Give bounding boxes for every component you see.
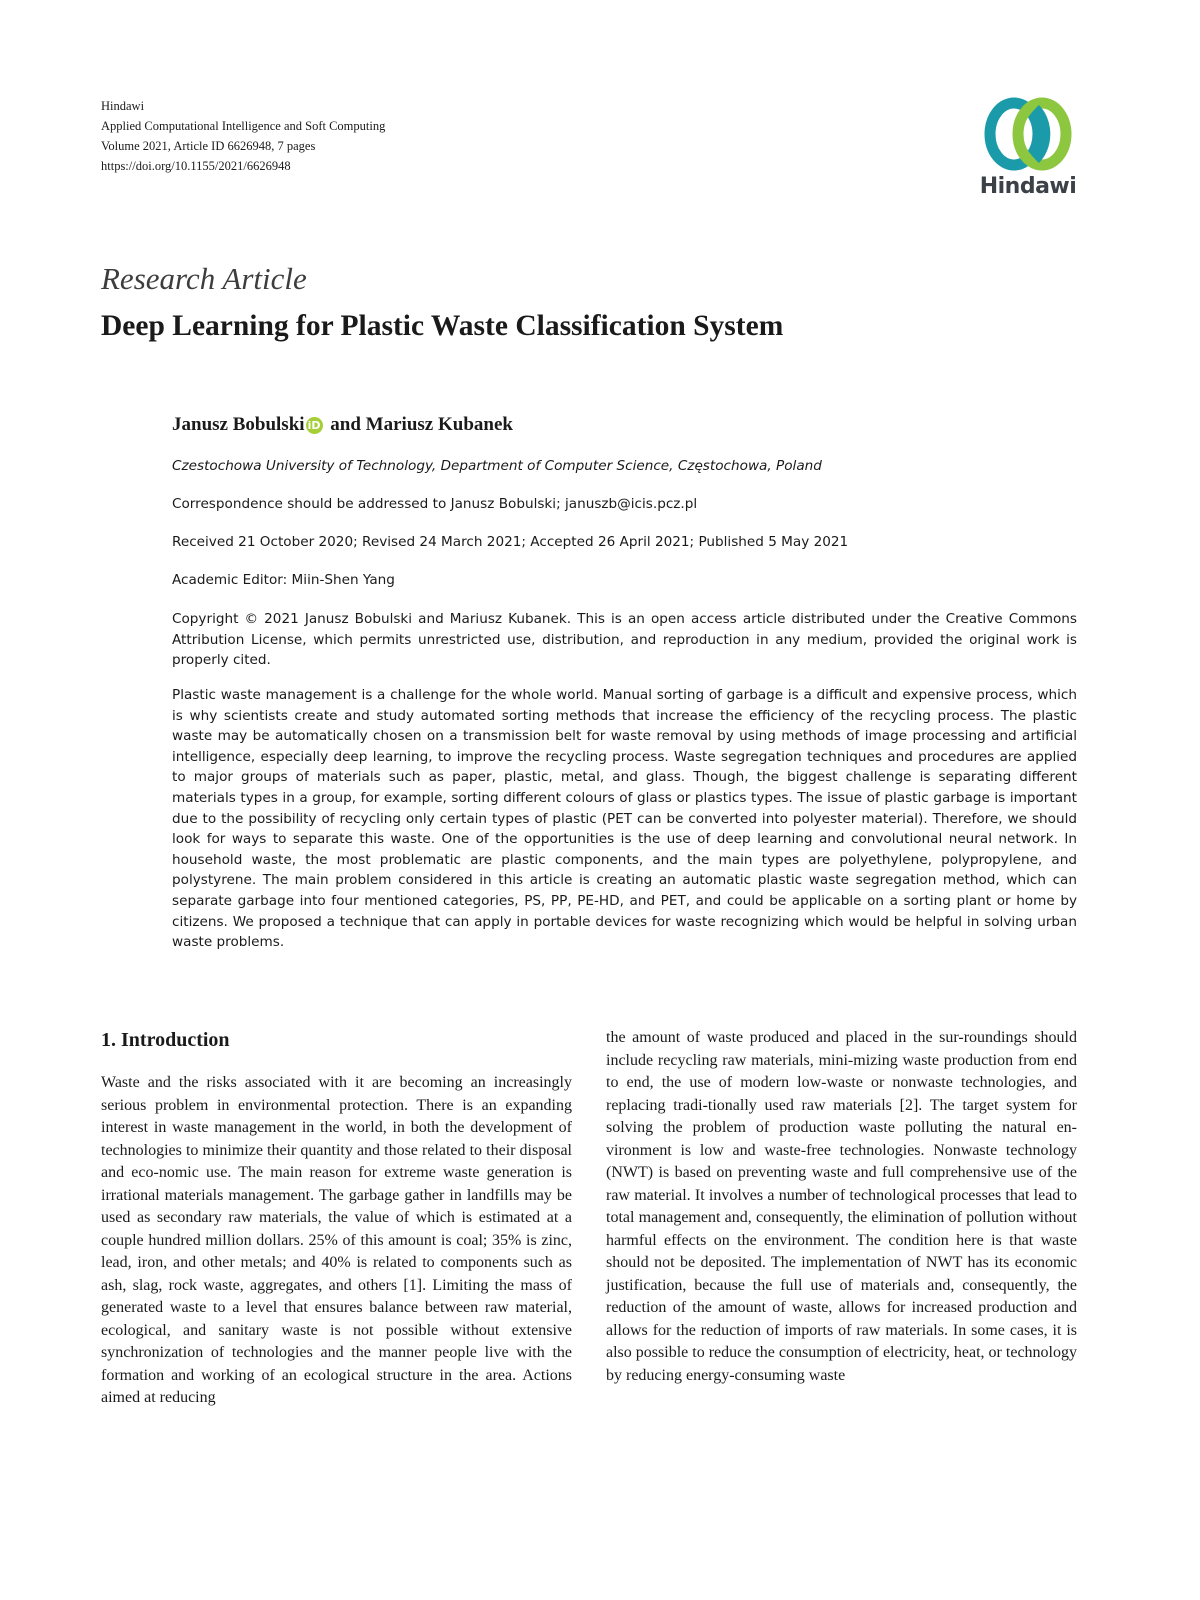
orcid-icon[interactable]: iD (306, 417, 323, 434)
author-join: and Mariusz Kubanek (325, 414, 513, 435)
body-text-right-column: the amount of waste produced and placed in the sur-roundings should include recycling raw materials, mini-mizing waste production from end to end, the use of modern low-waste or nonwaste technologies, and replacing tradi-tionally used raw materials [2]. The target system for solving the problem of production waste polluting the natural en-vironment is low and waste-free technologies. Nonwaste technology (NWT) is based on preventing waste and full comprehensive use of the raw material. It involves a number of technological processes that lead to total management and, consequently, the elimination of pollution without harmful effects on the environment. The condition here is that waste should not be deposited. The implementation of NWT has its economic justification, because the full use of materials and, consequently, the reduction of the amount of waste, allows for increased production and allows for the reduction of imports of raw materials. In some cases, it is also possible to reduce the consumption of electricity, heat, or technology by reducing energy-consuming waste (606, 1029, 1077, 1384)
hindawi-logo (968, 96, 1088, 206)
article-title: Deep Learning for Plastic Waste Classification System (101, 310, 784, 342)
hindawi-rings-icon (978, 96, 1078, 172)
journal-name: Applied Computational Intelligence and Soft Computing (101, 119, 386, 133)
author-list (172, 414, 513, 436)
abstract: Plastic waste management is a challenge for the whole world. Manual sorting of garbage is a difficult and expensive process, which is why scientists create and study automated sorting methods that increase the efficiency of the recycling process. The plastic waste may be automatically chosen on a transmission belt for waste removal by using methods of image processing and artificial intelligence, especially deep learning, to improve the recycling process. Waste segregation techniques and procedures are applied to major groups of materials such as paper, plastic, metal, and glass. Though, the biggest challenge is separating different materials types in a group, for example, sorting different colours of glass or plastics types. The issue of plastic garbage is important due to the possibility of recycling only certain types of plastic (PET can be converted into polyester material). Therefore, we should look for ways to separate this waste. One of the opportunities is the use of deep learning and convolutional neural network. In household waste, the most problematic are plastic components, and the main types are polyethylene, polypropylene, and polystyrene. The main problem considered in this article is creating an automatic plastic waste segregation method, which can separate garbage into four mentioned categories, PS, PP, PE-HD, and PET, and could be applicable on a sorting plant or home by citizens. We proposed a technique that can apply in portable devices for waste recognizing which would be helpful in solving urban waste problems. (172, 687, 1077, 951)
author-name[interactable]: Janusz Bobulski (172, 414, 305, 435)
volume-info: Volume 2021, Article ID 6626948, 7 pages (101, 139, 316, 153)
hindawi-logo-text: Hindawi (979, 174, 1077, 199)
correspondence: Correspondence should be addressed to Janusz Bobulski; januszb@icis.pcz.pl (172, 496, 698, 512)
article-type: Research Article (101, 261, 307, 296)
academic-editor: Academic Editor: Miin-Shen Yang (172, 572, 395, 588)
body-text-left-column: Waste and the risks associated with it are becoming an increasingly serious problem in environmental protection. There is an expanding interest in waste management in the world, in both the development of technologies to minimize their quantity and those related to their disposal and eco-nomic use. The main reason for extreme waste generation is irrational materials management. The garbage gather in landfills may be used as secondary raw materials, the value of which is estimated at a couple hundred million dollars. 25% of this amount is coal; 35% is zinc, lead, iron, and other metals; and 40% is related to components such as ash, slag, rock waste, aggregates, and others [1]. Limiting the mass of generated waste to a level that ensures balance between raw material, ecological, and sanitary waste is not possible without extensive synchronization of technologies and the manner people live with the formation and working of an ecological structure in the area. Actions aimed at reducing (101, 1074, 572, 1406)
journal-header (101, 96, 385, 176)
publisher-name: Hindawi (101, 99, 145, 113)
section-heading: 1. Introduction (101, 1029, 230, 1051)
doi-link[interactable]: https://doi.org/10.1155/2021/6626948 (101, 159, 291, 173)
affiliation: Czestochowa University of Technology, Department of Computer Science, Częstochowa, Poland (172, 458, 822, 474)
publication-dates: Received 21 October 2020; Revised 24 March 2021; Accepted 26 April 2021; Published 5 May 2021 (172, 534, 849, 550)
copyright-notice: Copyright © 2021 Janusz Bobulski and Mariusz Kubanek. This is an open access article distributed under the Creative Commons Attribution License, which permits unrestricted use, distribution, and reproduction in any medium, provided the original work is properly cited. (172, 611, 1077, 669)
